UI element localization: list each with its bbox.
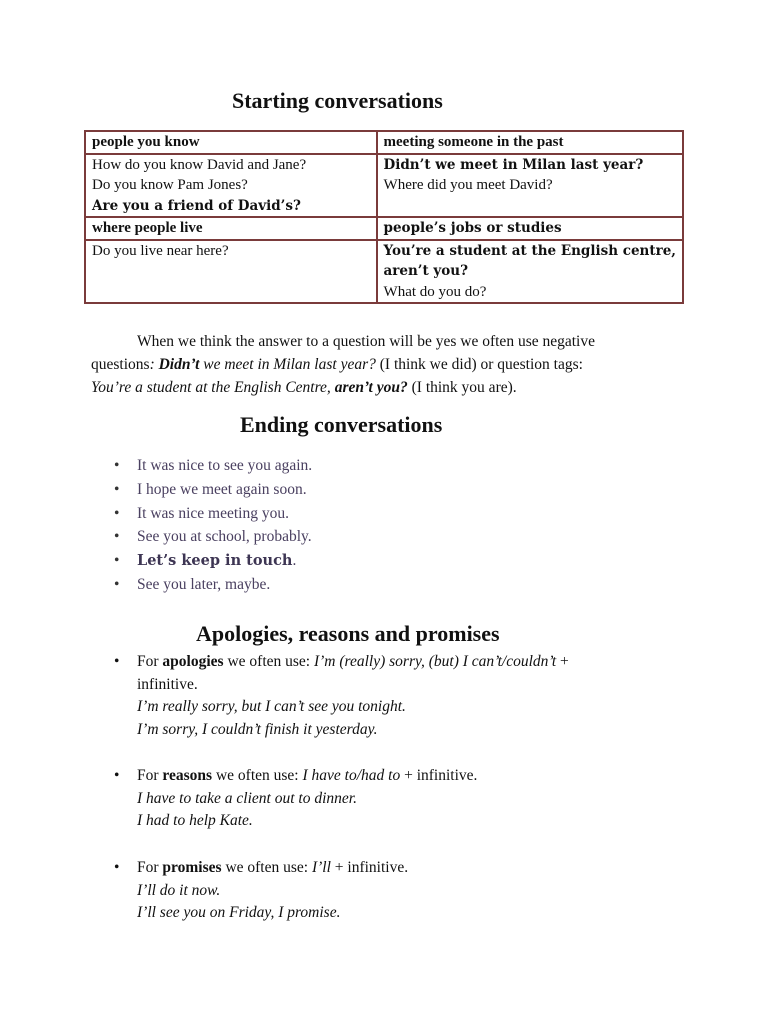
table-line: You’re a student at the English centre, (383, 242, 676, 259)
table-line: Do you know Pam Jones? (92, 177, 248, 193)
text-run: we meet in Milan last year? (199, 356, 376, 373)
text-run: You’re a student at the English Centre, (91, 379, 335, 396)
keyword-promises: promises (162, 859, 222, 876)
heading-ending-conversations: Ending conversations (240, 412, 443, 437)
text-run: For (137, 653, 163, 670)
text-run: (I think we did) or question tags: (375, 356, 583, 373)
pattern-text: I’m (really) sorry, (but) I can’t/couldn’t (313, 653, 557, 670)
cell-meeting-someone (377, 154, 683, 218)
text-run: . (292, 552, 297, 570)
text-run: we often use: (212, 767, 303, 784)
list-item: • It was nice to see you again. (112, 454, 312, 478)
table-line: Where did you meet David? (383, 177, 553, 193)
list-item: • I hope we meet again soon. (112, 478, 312, 502)
table-line: Are you a friend of David’s? (92, 197, 301, 214)
cell-people-you-know (85, 154, 377, 218)
example-sentence: I’m really sorry, but I can’t see you tonight. (137, 698, 406, 715)
keyword-reasons: reasons (162, 767, 213, 784)
text-run: questions (91, 356, 150, 373)
table-line: What do you do? (383, 283, 487, 300)
list-item (112, 549, 312, 573)
negative-questions-paragraph (91, 330, 681, 399)
header-jobs-or-studies: people’s jobs or studies (377, 217, 683, 240)
promises-rule (112, 857, 408, 880)
table-line: How do you know David and Jane? (92, 156, 307, 173)
pattern-text: I’ll (311, 859, 331, 876)
table-header-row (85, 217, 683, 240)
text-run: + infinitive. (400, 767, 478, 784)
table-line: Didn’t we meet in Milan last year? (383, 156, 644, 173)
keyword-apologies: apologies (162, 653, 224, 670)
table-line: aren’t you? (383, 263, 469, 279)
list-item: • See you later, maybe. (112, 573, 312, 597)
text-run: Let’s keep in touch (137, 552, 293, 570)
text-run: we often use: (223, 653, 314, 670)
list-item: • See you at school, probably. (112, 525, 312, 549)
text-run: Didn’t (158, 356, 200, 373)
header-meeting-someone: meeting someone in the past (377, 131, 683, 154)
bullet-icon: • (114, 859, 120, 876)
cell-where-people-live (85, 240, 377, 304)
table-line: Do you live near here? (92, 242, 229, 259)
text-run: : (149, 356, 159, 373)
example-sentence: I had to help Kate. (137, 812, 253, 829)
reasons-rule (112, 765, 477, 788)
paragraph-line (91, 353, 681, 376)
text-run: (I think you are). (407, 379, 517, 396)
example-sentence: I’ll see you on Friday, I promise. (137, 904, 341, 921)
example-sentence: I’m sorry, I couldn’t finish it yesterday. (137, 720, 378, 738)
text-run: For (137, 767, 163, 784)
heading-starting-conversations: Starting conversations (232, 88, 443, 113)
text-run: For (137, 859, 163, 876)
header-people-you-know: people you know (85, 131, 377, 154)
table-header-row (85, 131, 683, 154)
table-row (85, 240, 683, 304)
reasons-block (112, 765, 477, 833)
example-sentence: I have to take a client out to dinner. (137, 789, 357, 807)
text-run: + (556, 653, 569, 670)
header-where-people-live: where people live (85, 217, 377, 240)
example-sentence: I’ll do it now. (137, 881, 221, 899)
cell-jobs-or-studies (377, 240, 683, 304)
phrases-table (84, 130, 684, 304)
pattern-text: I have to/had to (302, 767, 401, 784)
paragraph-line: When we think the answer to a question will be yes we often use negative (137, 333, 595, 350)
apologies-rule (112, 651, 569, 674)
text-run: we often use: (221, 859, 312, 876)
paragraph-line (91, 376, 681, 399)
bullet-icon: • (114, 653, 120, 670)
ending-phrases-list (112, 454, 312, 597)
text-run: + infinitive. (330, 859, 409, 876)
text-run: aren’t you? (334, 379, 408, 396)
apologies-block (112, 651, 569, 741)
bullet-icon: • (114, 767, 120, 784)
table-row (85, 154, 683, 218)
list-item: • It was nice meeting you. (112, 502, 312, 526)
heading-apologies-reasons-promises: Apologies, reasons and promises (196, 621, 500, 646)
promises-block (112, 857, 408, 925)
apologies-rule-cont: infinitive. (137, 675, 198, 693)
